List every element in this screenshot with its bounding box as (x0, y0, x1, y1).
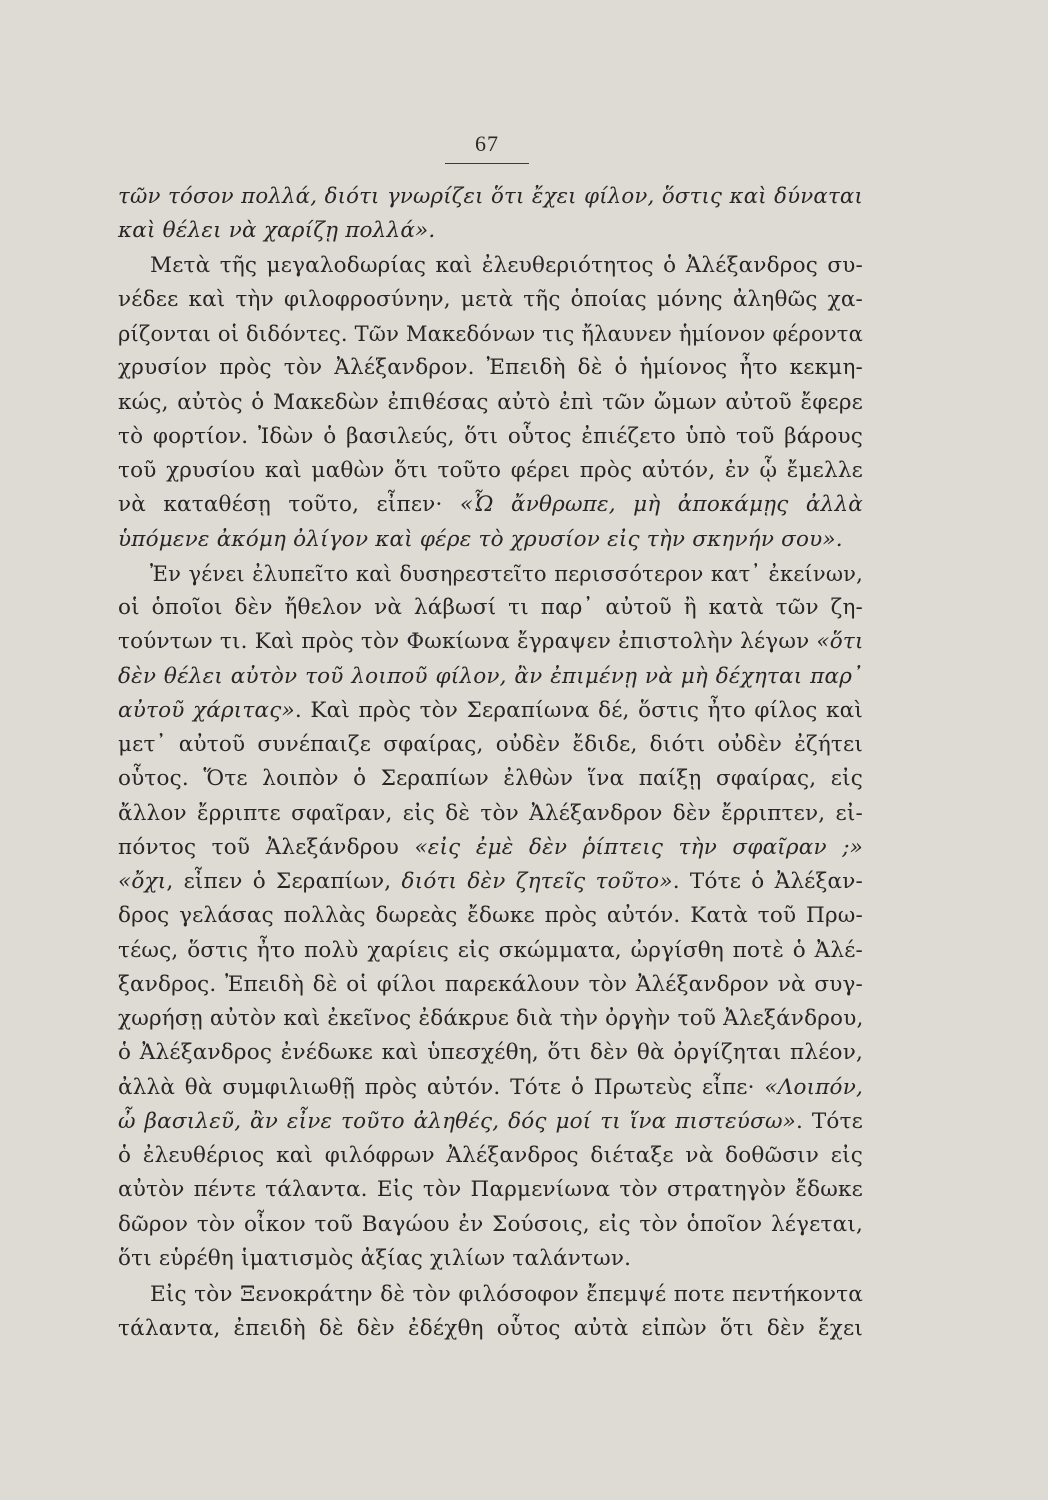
text-line (118, 1208, 863, 1242)
text-line (118, 1312, 863, 1346)
text-run: Εἰς τὸν Ξενοκράτην δὲ τὸν φιλόσοφον ἔπεμψέ ποτε πεντήκοντα (150, 1282, 863, 1307)
text-line (118, 728, 863, 762)
text-line (118, 1242, 863, 1276)
text-run: ἀλλὰ θὰ συμφιλιωθῇ πρὸς αὐτόν. Τότε ὁ Πρωτεὺς εἶπε· (118, 1074, 765, 1100)
italic-text: «εἰς ἐμὲ δὲν ῥίπτεις τὴν σφαῖραν ;» (414, 834, 863, 860)
text-run: τοῦ χρυσίου καὶ μαθὼν ὅτι τοῦτο φέρει πρὸς αὐτόν, ἐν ᾧ ἔμελλε (118, 458, 863, 483)
text-run: τάλαντα, ἐπειδὴ δὲ δὲν ἐδέχθη οὗτος αὐτὰ εἰπὼν ὅτι δὲν ἔχει (118, 1316, 863, 1342)
text-line (118, 214, 863, 248)
text-line (118, 1139, 863, 1173)
text-run: ἄλλον ἔρριπτε σφαῖραν, εἰς δὲ τὸν Ἀλέξανδρον δὲν ἔρριπτεν, εἰ- (118, 800, 863, 826)
text-run: χρυσίον πρὸς τὸν Ἀλέξανδρον. Ἐπειδὴ δὲ ὁ ἡμίονος ἦτο κεκμη- (118, 355, 863, 381)
body-text (118, 180, 863, 1347)
text-line (118, 660, 863, 694)
text-line (118, 625, 863, 659)
text-run: κώς, αὐτὸς ὁ Μακεδὼν ἐπιθέσας αὐτὸ ἐπὶ τῶν ὤμων αὐτοῦ ἔφερε (118, 389, 863, 415)
text-line (118, 488, 863, 522)
text-line (118, 797, 863, 831)
text-line (118, 1173, 863, 1207)
text-run: . Τότε (796, 1108, 863, 1134)
text-run: νὰ καταθέσῃ τοῦτο, εἶπεν· (118, 492, 460, 518)
text-run: , εἶπεν ὁ Σεραπίων, (166, 869, 402, 894)
text-line (118, 249, 863, 283)
text-line (118, 317, 863, 351)
text-line (118, 865, 863, 899)
text-run: ρίζονται οἱ διδόντες. Τῶν Μακεδόνων τις ἤλαυνεν ἡμίονον φέροντα (118, 322, 863, 346)
text-run: νέδεε καὶ τὴν φιλοφροσύνην, μετὰ τῆς ὁποίας μόνης ἀληθῶς χα- (118, 286, 863, 312)
text-line (118, 1036, 863, 1070)
text-line (118, 762, 863, 796)
italic-text: αὐτοῦ χάριτας» (118, 697, 295, 723)
text-run: δρος γελάσας πολλὰς δωρεὰς ἔδωκε πρὸς αὐτόν. Κατὰ τοῦ Πρω- (118, 903, 863, 929)
header-rule (445, 163, 529, 164)
page-number: 67 (475, 131, 499, 156)
text-line (118, 934, 863, 968)
text-run: ὁ ἐλευθέριος καὶ φιλόφρων Ἀλέξανδρος διέταξε νὰ δοθῶσιν εἰς (118, 1143, 863, 1168)
text-run: χωρήσῃ αὐτὸν καὶ ἐκεῖνος ἐδάκρυε διὰ τὴν ὀργὴν τοῦ Ἀλεξάνδρου, (118, 1006, 864, 1031)
text-run: οἱ ὁποῖοι δὲν ἤθελον νὰ λάβωσί τι παρ᾽ αὐτοῦ ἢ κατὰ τῶν ζη- (118, 595, 863, 620)
text-line (118, 386, 863, 420)
text-line (118, 591, 863, 625)
text-line (118, 694, 863, 728)
text-line (118, 283, 863, 317)
text-line (118, 1002, 863, 1036)
text-line (118, 557, 863, 591)
text-run: οὗτος. Ὅτε λοιπὸν ὁ Σεραπίων ἐλθὼν ἵνα παίξῃ σφαίρας, εἰς (118, 766, 863, 792)
text-run: αὐτὸν πέντε τάλαντα. Εἰς τὸν Παρμενίωνα τὸν στρατηγὸν ἔδωκε (118, 1177, 863, 1203)
text-line (118, 968, 863, 1002)
text-run: δῶρον τὸν οἶκον τοῦ Βαγώου ἐν Σούσοις, εἰς τὸν ὁποῖον λέγεται, (118, 1211, 863, 1237)
text-line (118, 454, 863, 488)
text-run: Μετὰ τῆς μεγαλοδωρίας καὶ ἐλευθεριότητος ὁ Ἀλέξανδρος συ- (150, 252, 863, 278)
text-run: . Καὶ πρὸς τὸν Σεραπίωνα δέ, ὅστις ἦτο φίλος καὶ (294, 697, 864, 723)
text-line (118, 420, 863, 454)
text-run: τούντων τι. Καὶ πρὸς τὸν Φωκίωνα ἔγραψεν ἐπιστολὴν λέγων (118, 629, 817, 655)
italic-text: δὲν θέλει αὐτὸν τοῦ λοιποῦ φίλον, ἂν ἐπιμένῃ νὰ μὴ δέχηται παρ᾽ (118, 663, 863, 689)
text-run: ὁ Ἀλέξανδρος ἐνέδωκε καὶ ὑπεσχέθη, ὅτι δὲν θὰ ὀργίζηται πλέον, (118, 1040, 863, 1066)
text-line (118, 899, 863, 933)
text-line (118, 351, 863, 385)
text-line (118, 831, 863, 865)
italic-text: «ὄχι (118, 869, 167, 894)
text-run: τέως, ὅστις ἦτο πολὺ χαρίεις εἰς σκώμματα, ὠργίσθη ποτὲ ὁ Ἀλέ- (118, 937, 863, 963)
text-run: . Τότε ὁ Ἀλέξαν- (672, 869, 863, 894)
text-line (118, 1071, 863, 1105)
text-run: Ἐν γένει ἐλυπεῖτο καὶ δυσηρεστεῖτο περισσότερον κατ᾽ ἐκείνων, (150, 561, 863, 586)
text-line (118, 523, 863, 557)
text-run: πόντος τοῦ Ἀλεξάνδρου (118, 834, 415, 860)
italic-text: τῶν τόσον πολλά, διότι γνωρίζει ὅτι ἔχει φίλον, ὅστις καὶ δύναται (118, 184, 863, 209)
text-run: μετ᾽ αὐτοῦ συνέπαιζε σφαίρας, οὐδὲν ἔδιδε, διότι οὐδὲν ἐζήτει (118, 732, 863, 757)
italic-text: καὶ θέλει νὰ χαρίζῃ πολλά». (118, 218, 436, 244)
text-run: ὅτι εὑρέθη ἱματισμὸς ἀξίας χιλίων ταλάντων. (118, 1245, 632, 1271)
text-line (118, 1278, 863, 1312)
text-line (118, 180, 863, 214)
text-run: ξανδρος. Ἐπειδὴ δὲ οἱ φίλοι παρεκάλουν τὸν Ἀλέξανδρον νὰ συγ- (118, 971, 863, 997)
italic-text: «Λοιπόν, (764, 1074, 863, 1100)
italic-text: «ὅτι (816, 629, 864, 655)
italic-text: διότι δὲν ζητεῖς τοῦτο» (401, 869, 673, 894)
italic-text: ὦ βασιλεῦ, ἂν εἶνε τοῦτο ἀληθές, δός μοί τι ἵνα πιστεύσω» (118, 1108, 797, 1134)
text-line (118, 1105, 863, 1139)
italic-text: «Ὦ ἄνθρωπε, μὴ ἀποκάμῃς ἀλλὰ (459, 492, 863, 518)
text-run: τὸ φορτίον. Ἰδὼν ὁ βασιλεύς, ὅτι οὗτος ἐπιέζετο ὑπὸ τοῦ βάρους (118, 423, 863, 449)
italic-text: ὑπόμενε ἀκόμη ὀλίγον καὶ φέρε τὸ χρυσίον εἰς τὴν σκηνήν σου». (118, 526, 843, 552)
